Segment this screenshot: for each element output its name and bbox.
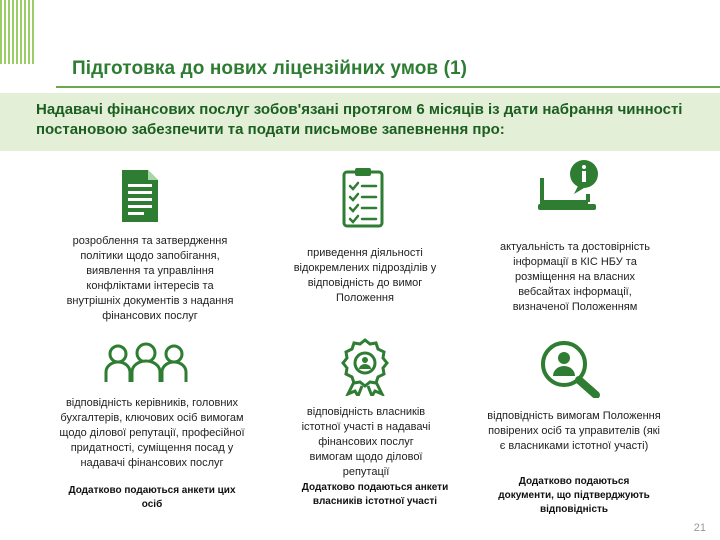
page-number: 21 [693, 522, 706, 534]
item-3-text: актуальність та достовірність інформації в КІС НБУ та розміщення на власних вебсайтах інформації, визначеної Положенням [499, 241, 651, 313]
item-1-text: розроблення та затвердження політики щодо запобігання, виявлення та управління конфліктами інтересів та внутрішніх документів з надання фінансових послуг [66, 235, 234, 322]
people-group-icon [104, 342, 188, 384]
slide-title: Підготовка до нових ліцензійних умов (1) [72, 58, 468, 79]
item-5-text: відповідність власників істотної участі в надавачі фінансових послуг вимогам щодо ділової репутації [301, 406, 431, 478]
laptop-info-icon [538, 158, 606, 214]
document-icon [120, 168, 160, 224]
award-badge-icon [340, 338, 390, 396]
item-4-text: відповідність керівників, головних бухгалтерів, ключових осіб вимогам щодо ділової репутації, професійної придатності, суміщення посад у надавачі фінансових послуг [59, 397, 245, 469]
item-5-extra: Додатково подаються анкети власників істотної участі [301, 482, 449, 507]
title-underline [56, 86, 720, 88]
item-6-extra: Додатково подаються документи, що підтверджують відповідність [498, 476, 650, 515]
person-search-icon [540, 340, 602, 398]
item-6-text: відповідність вимогам Положення повірених осіб та управителів (які є власниками істотної участі) [487, 410, 661, 452]
clipboard-checklist-icon [342, 166, 384, 228]
item-2-text: приведення діяльності відокремлених підрозділів у відповідність до вимог Положення [293, 247, 437, 304]
corner-pattern [0, 0, 36, 64]
banner-text: Надавачі фінансових послуг зобов'язані протягом 6 місяців із дати набрання чинності постановою забезпечити та подати письмове запевнення про: [36, 101, 683, 138]
item-4-extra: Додатково подаються анкети цих осіб [68, 485, 236, 510]
